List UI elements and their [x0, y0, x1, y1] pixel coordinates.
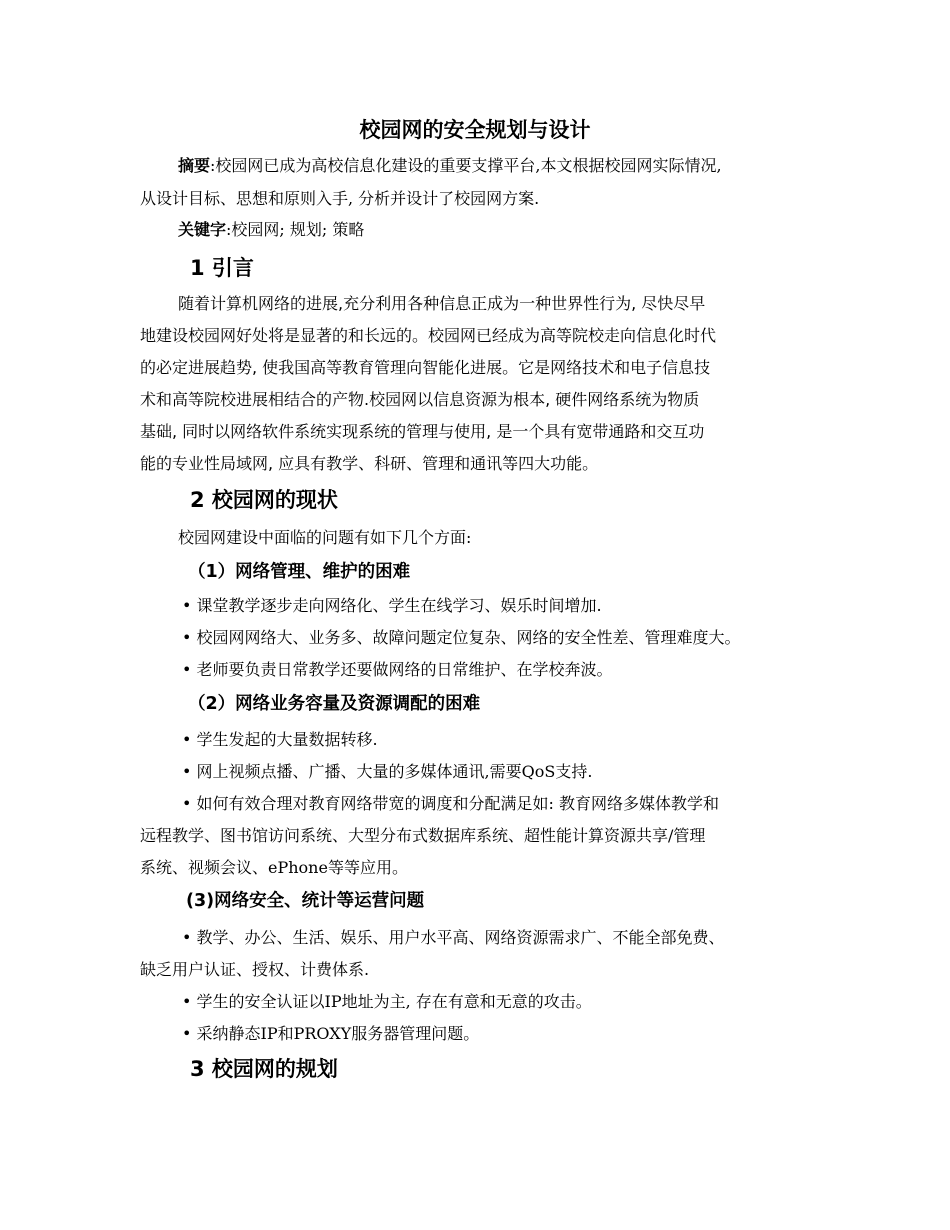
abstract-label: 摘要: [178, 156, 211, 175]
paragraph-line: 远程教学、图书馆访问系统、大型分布式数据库系统、超性能计算资源共享/管理: [140, 826, 706, 845]
list-item: • 校园网网络大、业务多、故障问题定位复杂、网络的安全性差、管理难度大。: [182, 628, 741, 647]
section-3-heading: 3 校园网的规划: [190, 1057, 338, 1081]
list-item: • 老师要负责日常教学还要做网络的日常维护、在学校奔波。: [182, 660, 613, 679]
abstract-text-1: :校园网已成为高校信息化建设的重要支撑平台,本文根据校园网实际情况,: [210, 156, 722, 175]
section-1-line-1: 随着计算机网络的进展,充分利用各种信息正成为一种世界性行为, 尽快尽早: [178, 294, 706, 313]
list-item: • 网上视频点播、广播、大量的多媒体通讯,需要QoS支持.: [182, 762, 593, 781]
paragraph-line: • 教学、办公、生活、娱乐、用户水平高、网络资源需求广、不能全部免费、: [182, 928, 725, 947]
keywords-line: [178, 220, 364, 240]
keywords-label: 关键字: [178, 220, 227, 239]
section-1-line-5: 基础, 同时以网络软件系统实现系统的管理与使用, 是一个具有宽带通路和交互功: [140, 422, 705, 441]
paragraph-line: • 如何有效合理对教育网络带宽的调度和分配满足如: 教育网络多媒体教学和: [182, 794, 720, 813]
list-item: • 学生的安全认证以IP地址为主, 存在有意和无意的攻击。: [182, 992, 592, 1011]
paragraph-line: 系统、视频会议、ePhone等等应用。: [140, 858, 408, 877]
list-item: • 课堂教学逐步走向网络化、学生在线学习、娱乐时间增加.: [182, 596, 602, 615]
section-1-line-2: 地建设校园网好处将是显著的和长远的。校园网已经成为高等院校走向信息化时代: [140, 326, 717, 345]
list-item: • 学生发起的大量数据转移.: [182, 730, 378, 749]
section-2-intro: 校园网建设中面临的问题有如下几个方面:: [178, 528, 472, 547]
paragraph-line: 缺乏用户认证、授权、计费体系.: [140, 960, 370, 979]
subsection-3-heading: (3)网络安全、统计等运营问题: [186, 891, 425, 911]
abstract-line-2: 从设计目标、思想和原则入手, 分析并设计了校园网方案.: [140, 189, 540, 208]
section-2-heading: 2 校园网的现状: [190, 488, 338, 512]
section-1-line-4: 术和高等院校进展相结合的产物.校园网以信息资源为根本, 硬件网络系统为物质: [140, 390, 700, 409]
subsection-2-heading: （2）网络业务容量及资源调配的困难: [188, 694, 481, 714]
section-1-line-6: 能的专业性局域网, 应具有教学、科研、管理和通讯等四大功能。: [140, 454, 599, 473]
subsection-1-heading: （1）网络管理、维护的困难: [188, 562, 411, 582]
section-1-line-3: 的必定进展趋势, 使我国高等教育管理向智能化进展。它是网络技术和电子信息技: [140, 358, 711, 377]
abstract-line-1: [178, 156, 722, 176]
page-title: 校园网的安全规划与设计: [359, 118, 591, 142]
keywords-text: :校园网; 规划; 策略: [226, 220, 365, 239]
section-1-heading: 1 引言: [190, 256, 254, 280]
list-item: • 采纳静态IP和PROXY服务器管理问题。: [182, 1024, 480, 1043]
